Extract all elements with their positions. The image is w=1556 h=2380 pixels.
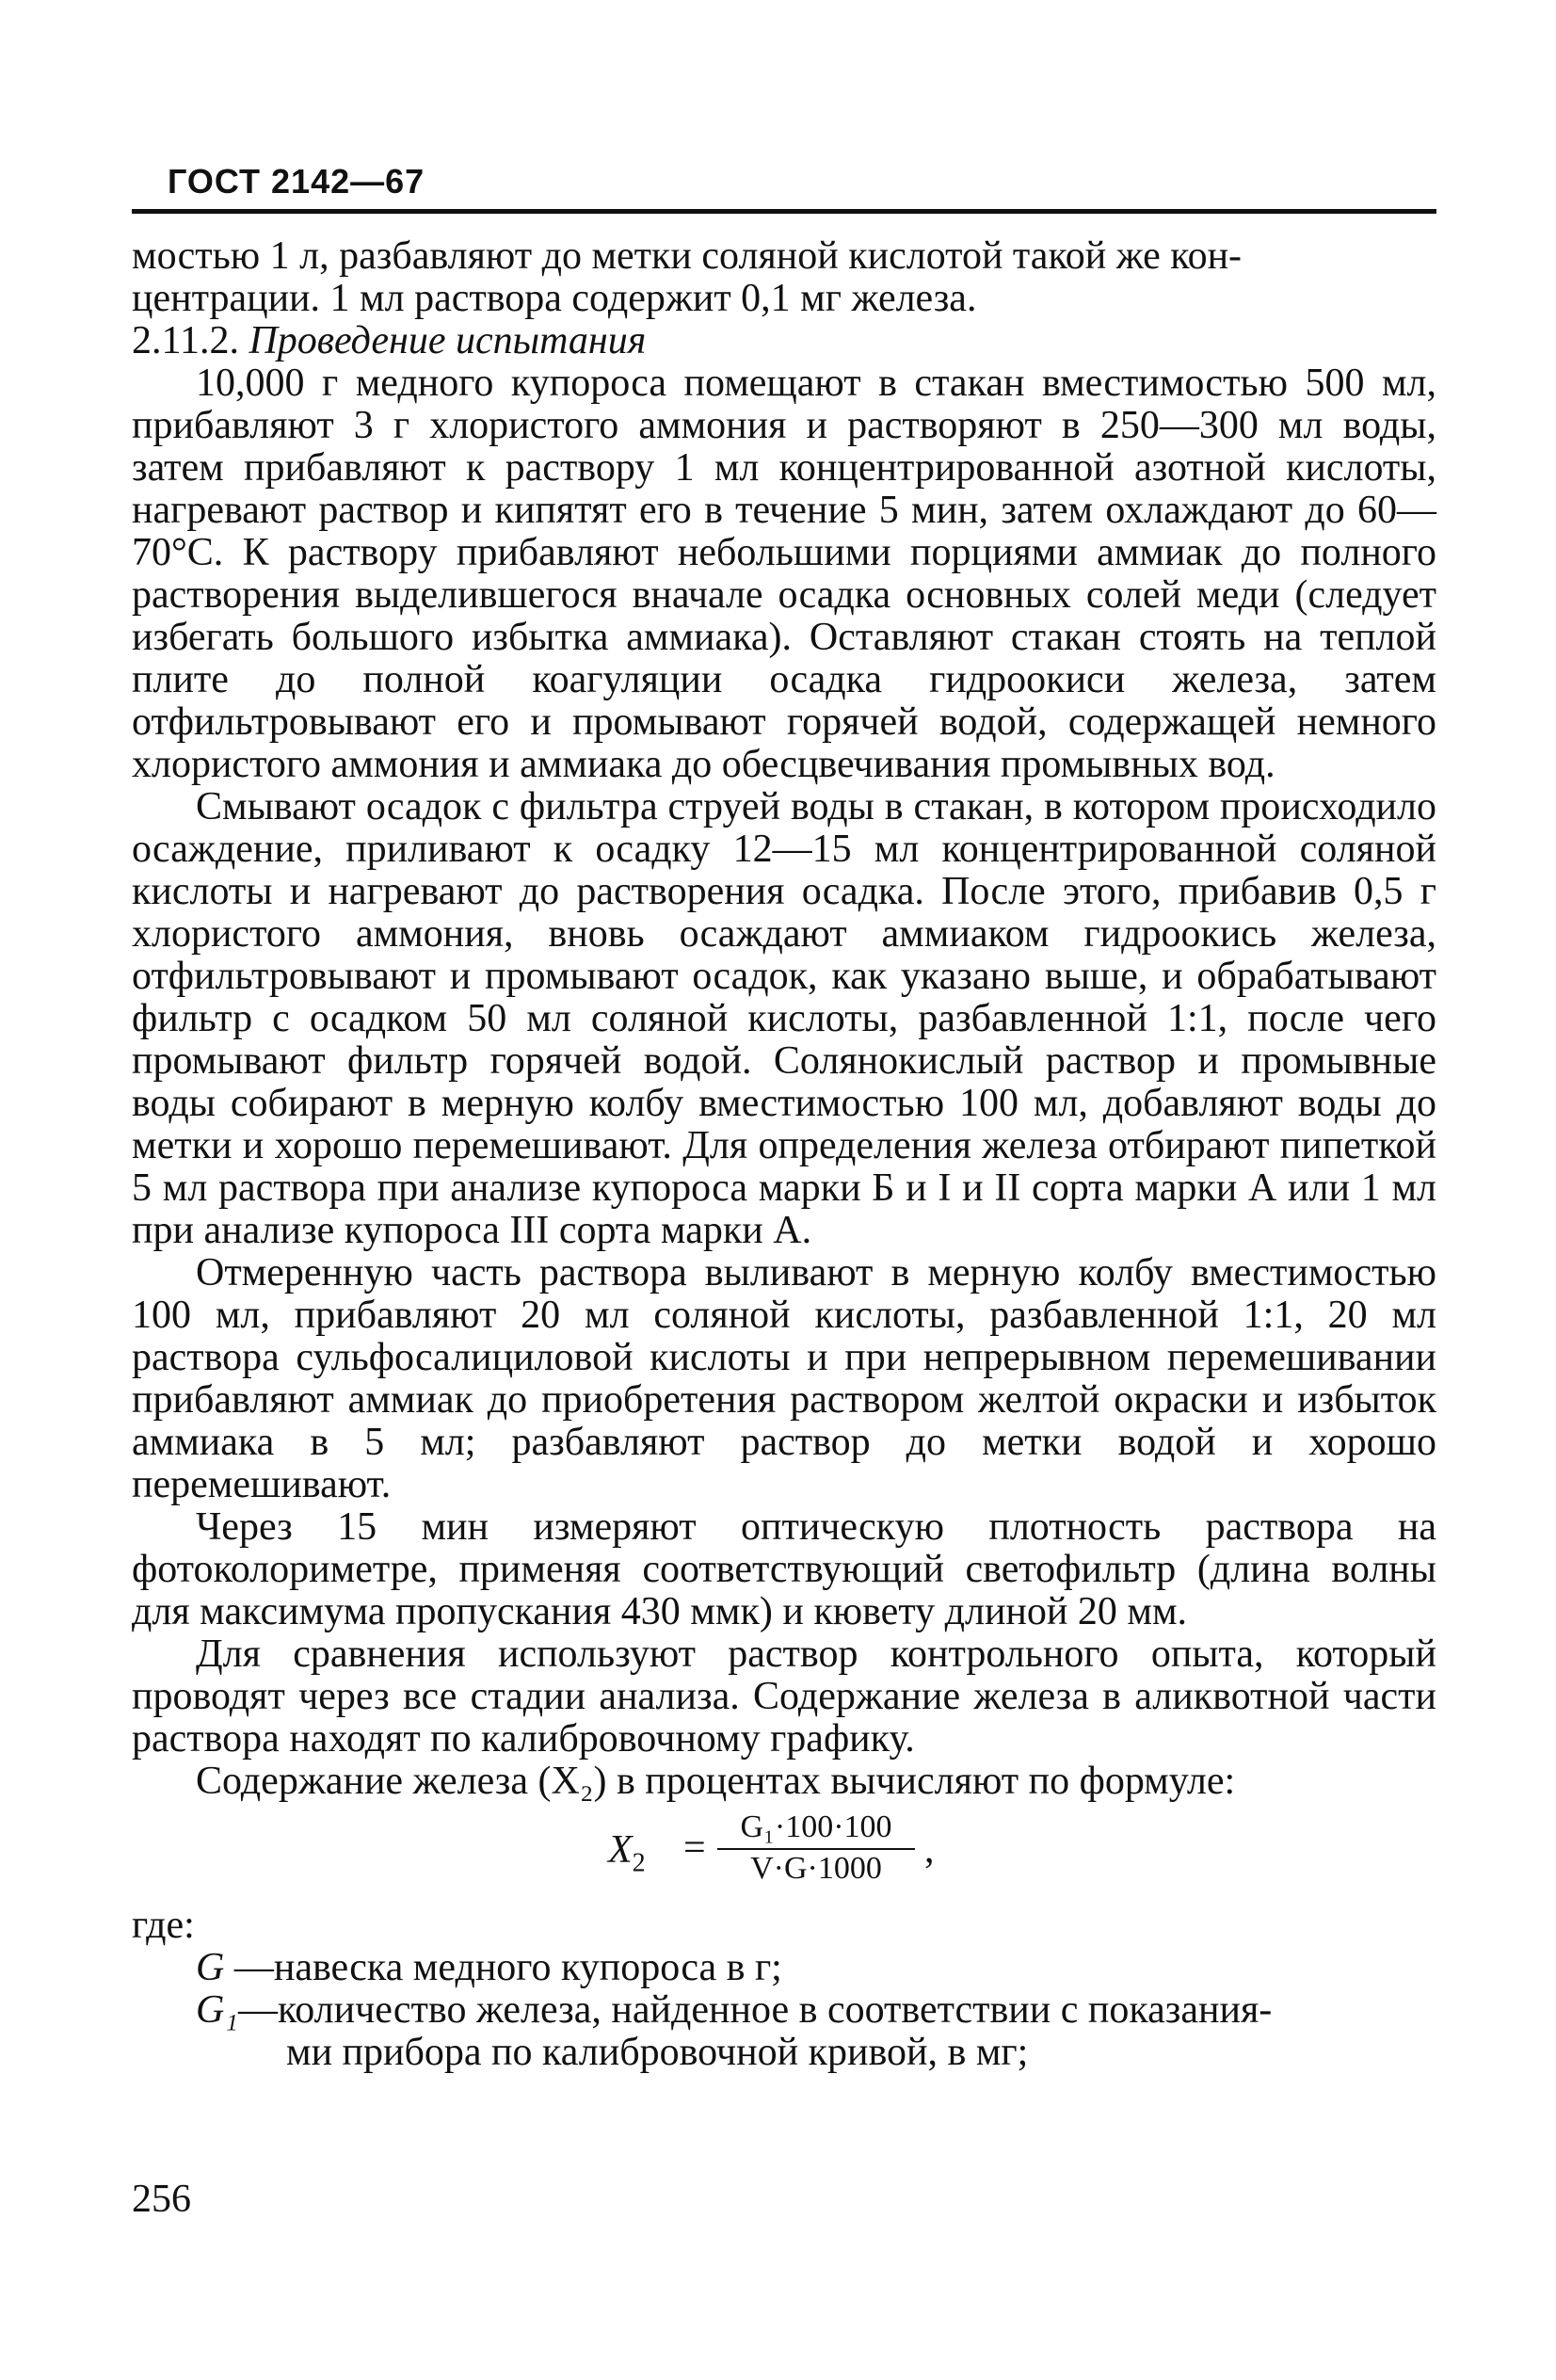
section-number: 2.11.2. <box>132 319 239 362</box>
formula-numerator: G₁·100·100 <box>717 1809 915 1850</box>
definition-term: G₁ <box>196 1988 238 2032</box>
definition-g1: G₁ — количество железа, найденное в соответствии с показания- <box>132 1989 1436 2032</box>
paragraph-3: Отмеренную часть раствора выливают в мерную колбу вместимостью 100 мл, прибавляют 20 мл соляной кислоты, разбавленной 1:1, 20 мл раствора сульфосалициловой кислоты и при непрерывном перемешивании прибавляют аммиак до приобретения раствором желтой окраски и избыток аммиака в 5 мл; разбавляют раствор до метки водой и хорошо перемешивают. <box>132 1251 1436 1506</box>
formula-lhs: $X_2$ <box>608 1828 646 1878</box>
definition-text: навеска медного купороса в г; <box>273 1946 782 1989</box>
continuation-line-1: мостью 1 л, разбавляют до метки соляной кислотой такой же кон- <box>132 234 1243 278</box>
document-body <box>132 235 1436 2074</box>
formula-fraction <box>717 1809 915 1888</box>
formula-comma: , <box>924 1828 935 1872</box>
paragraph-2: Смывают осадок с фильтра струей воды в стакан, в котором происходило осаждение, приливают к осадку 12—15 мл концентрированной соляной кислоты и нагревают до растворения осадка. После этого, прибавив 0,5 г хлористого аммония, вновь осаждают аммиаком гидроокись железа, отфильтровывают и промывают осадок, как указано выше, и обрабатывают фильтр с осадком 50 мл соляной кислоты, разбавленной 1:1, после чего промывают фильтр горячей водой. Солянокислый раствор и промывные воды собирают в мерную колбу вместимостью 100 мл, добавляют воды до метки и хорошо перемешивают. Для определения железа отбирают пипеткой 5 мл раствора при анализе купороса марки Б и I и II сорта марки А или 1 мл при анализе купороса III сорта марки А. <box>132 785 1436 1252</box>
definition-g: G — навеска медного купороса в г; <box>132 1947 1436 1989</box>
paragraph-4: Через 15 мин измеряют оптическую плотность раствора на фотоколориметре, применяя соответствующий светофильтр (длина волны для максимума пропускания 430 ммк) и кювету длиной 20 мм. <box>132 1505 1436 1633</box>
where-label: где: <box>132 1904 195 1947</box>
definition-g1-continuation: ми прибора по калибровочной кривой, в мг; <box>286 2031 1029 2074</box>
formula-equals: = <box>683 1826 706 1870</box>
section-title: Проведение испытания <box>249 319 647 362</box>
definition-term: G <box>196 1946 225 1989</box>
header-rule <box>132 209 1436 214</box>
page-header: ГОСТ 2142—67 <box>168 162 425 201</box>
continuation-line-2: центрации. 1 мл раствора содержит 0,1 мг железа. <box>132 277 977 320</box>
paragraph-6: Содержание железа (X₂) в процентах вычисляют по формуле: <box>196 1760 1236 1803</box>
page-number: 256 <box>132 2178 191 2221</box>
section-heading <box>132 320 1436 362</box>
paragraph-5: Для сравнения используют раствор контрольного опыта, который проводят через все стадии анализа. Содержание железа в аликвотной части раствора находят по калибровочному графику. <box>132 1632 1436 1761</box>
paragraph-1: 10,000 г медного купороса помещают в стакан вместимостью 500 мл, прибавляют 3 г хлористого аммония и растворяют в 250—300 мл воды, затем прибавляют к раствору 1 мл концентрированной азотной кислоты, нагревают раствор и кипятят его в течение 5 мин, затем охлаждают до 60—70°С. К раствору прибавляют небольшими порциями аммиак до полного растворения выделившегося вначале осадка основных солей меди (следует избегать большого избытка аммиака). Оставляют стакан стоять на теплой плите до полной коагуляции осадка гидроокиси железа, затем отфильтровывают его и промывают горячей водой, содержащей немного хлористого аммония и аммиака до обесцвечивания промывных вод. <box>132 362 1436 786</box>
definition-text: количество железа, найденное в соответствии с показания- <box>277 1988 1273 2032</box>
iron-content-formula <box>132 1809 1436 1899</box>
formula-denominator: V·G·1000 <box>750 1851 882 1886</box>
